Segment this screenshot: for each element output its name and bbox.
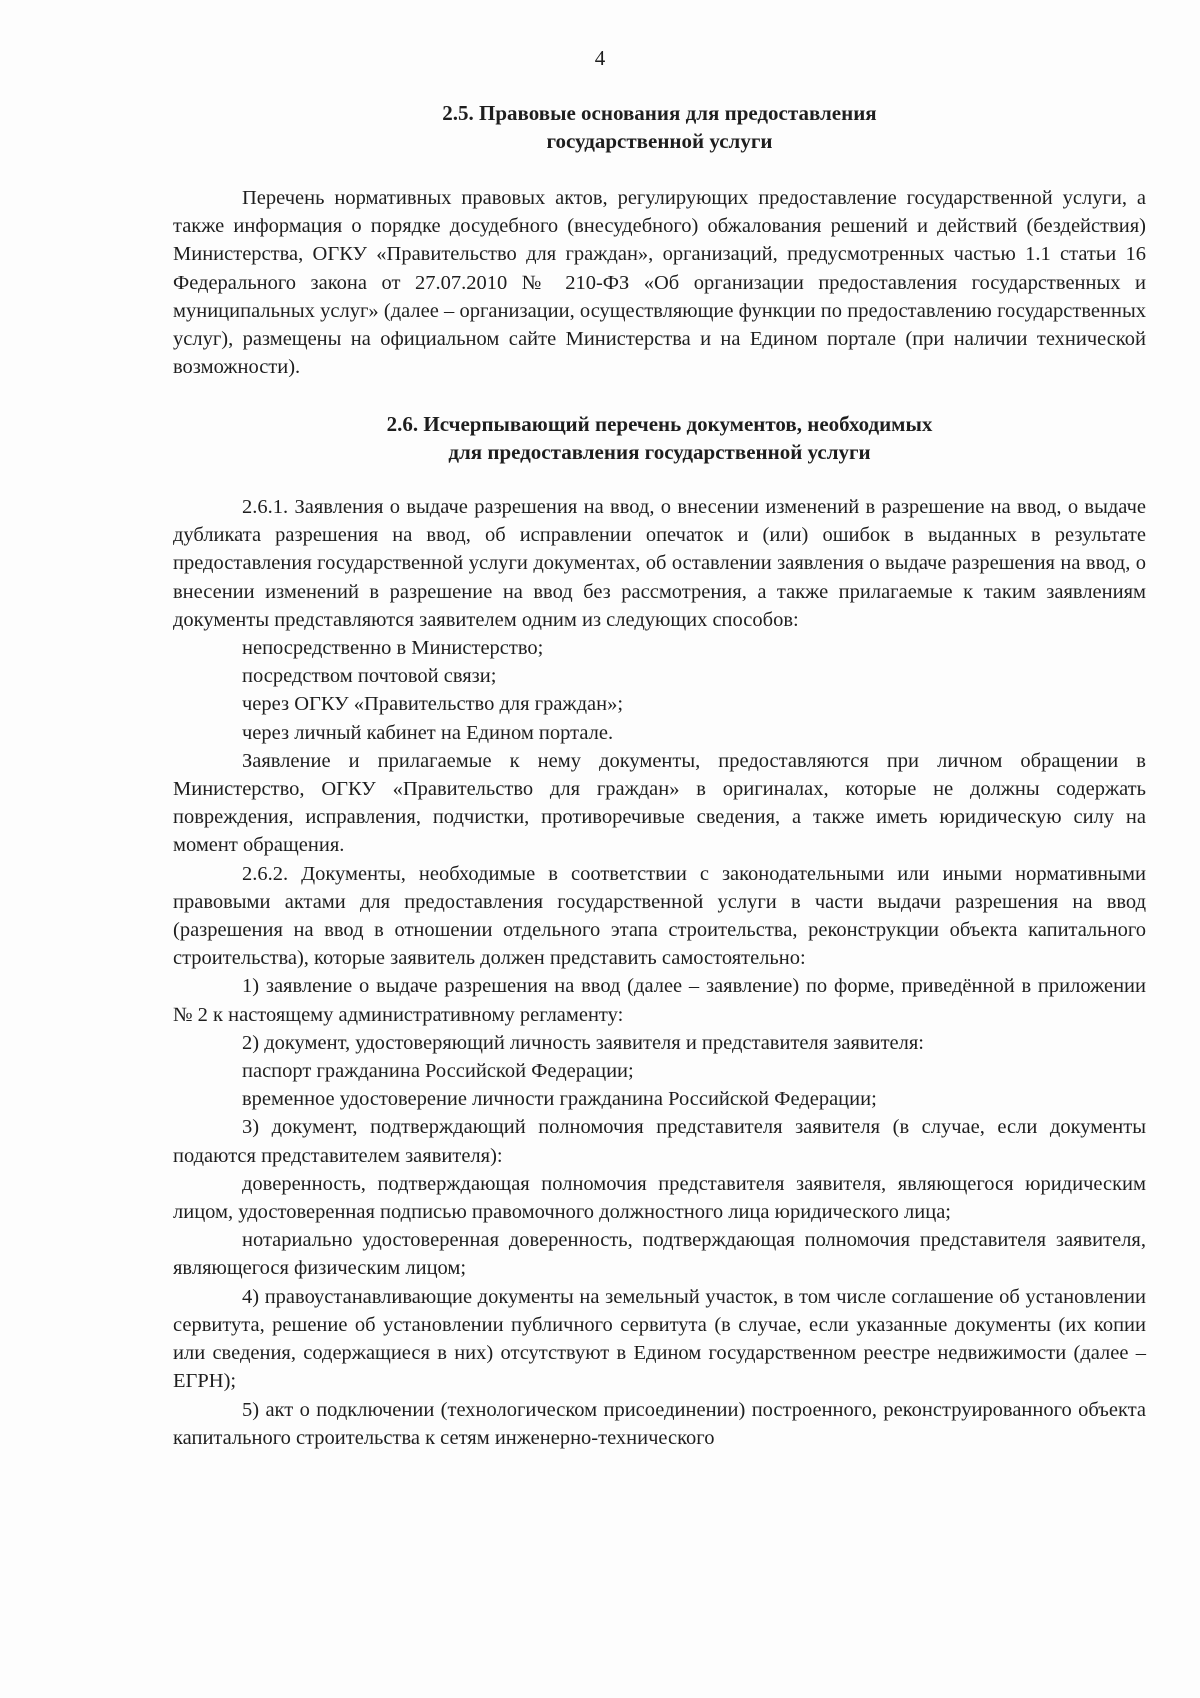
list-item: 4) правоустанавливающие документы на земельный участок, в том числе соглашение об установлении сервитута, решение об установлении публичного сервитута (в случае, если указанные документы (их копии или сведения, содержащиеся в них) отсутствуют в Едином государственном реестре недвижимости (далее – ЕГРН); <box>173 1285 1146 1393</box>
paragraph: Перечень нормативных правовых актов, регулирующих предоставление государственной услуги, а также информация о порядке досудебного (внесудебного) обжалования решений и действий (бездействия) Министерства, ОГКУ «Правительство для граждан», организаций, предусмотренных частью 1.1 статьи 16 Федерального закона от 27.07.2010 № 210-ФЗ «Об организации предоставления государственных и муниципальных услуг» (далее – организации, осуществляющие функции по предоставлению государственных услуг), размещены на официальном сайте Министерства и на Едином портале (при наличии технической возможности). <box>173 187 1146 379</box>
heading-line: государственной услуги <box>546 129 773 153</box>
heading-line: 2.6. Исчерпывающий перечень документов, необходимых <box>386 412 933 436</box>
heading-line: 2.5. Правовые основания для предоставления <box>442 101 877 125</box>
list-item: 3) документ, подтверждающий полномочия представителя заявителя (в случае, если документы подаются представителем заявителя): <box>173 1116 1146 1167</box>
list-item: через личный кабинет на Едином портале. <box>242 721 614 744</box>
list-item: 5) акт о подключении (технологическом присоединении) построенного, реконструированного объекта капитального строительства к сетям инженерно-технического <box>173 1398 1146 1449</box>
section-2-6-heading <box>173 410 1146 466</box>
list-item: непосредственно в Министерство; <box>242 637 544 660</box>
list-item: 1) заявление о выдаче разрешения на ввод (далее – заявление) по форме, приведённой в приложении № 2 к настоящему административному регламенту: <box>173 975 1146 1026</box>
section-2-5 <box>173 99 1146 381</box>
list-item: доверенность, подтверждающая полномочия представителя заявителя, являющегося юридическим лицом, удостоверенная подписью правомочного должностного лица юридического лица; <box>173 1172 1146 1224</box>
list-item: 2) документ, удостоверяющий личность заявителя и представителя заявителя: <box>242 1031 924 1054</box>
heading-line: для предоставления государственной услуги <box>448 440 871 464</box>
list-item: паспорт гражданина Российской Федерации; <box>242 1060 634 1083</box>
page-number: 4 <box>594 46 606 70</box>
paragraph-2-6-1: 2.6.1. Заявления о выдаче разрешения на ввод, о внесении изменений в разрешение на ввод, о выдаче дубликата разрешения на ввод, об исправлении опечаток и (или) ошибок в выданных в результате предоставления государственной услуги документах, об оставлении заявления о выдаче разрешения на ввод, о внесении изменений в разрешение на ввод без рассмотрения, а также прилагаемые к таким заявлениям документы представляются заявителем одним из следующих способов: <box>173 496 1146 631</box>
list-item: нотариально удостоверенная доверенность, подтверждающая полномочия представителя заявителя, являющегося физическим лицом; <box>173 1229 1146 1280</box>
paragraph: Заявление и прилагаемые к нему документы, предоставляются при личном обращении в Министерство, ОГКУ «Правительство для граждан» в оригиналах, которые не должны содержать повреждения, исправления, подчистки, противоречивые сведения, а также иметь юридическую силу на момент обращения. <box>173 749 1146 857</box>
paragraph-2-6-2: 2.6.2. Документы, необходимые в соответствии с законодательными или иными нормативными правовыми актами для предоставления государственной услуги в части выдачи разрешения на ввод (разрешения на ввод в отношении отдельного этапа строительства, реконструкции объекта капитального строительства), которые заявитель должен представить самостоятельно: <box>173 862 1146 970</box>
section-2-6 <box>173 410 1146 1452</box>
list-item: временное удостоверение личности гражданина Российской Федерации; <box>242 1088 877 1111</box>
list-item: посредством почтовой связи; <box>242 665 497 688</box>
section-2-5-heading <box>173 99 1146 155</box>
list-item: через ОГКУ «Правительство для граждан»; <box>242 693 624 716</box>
